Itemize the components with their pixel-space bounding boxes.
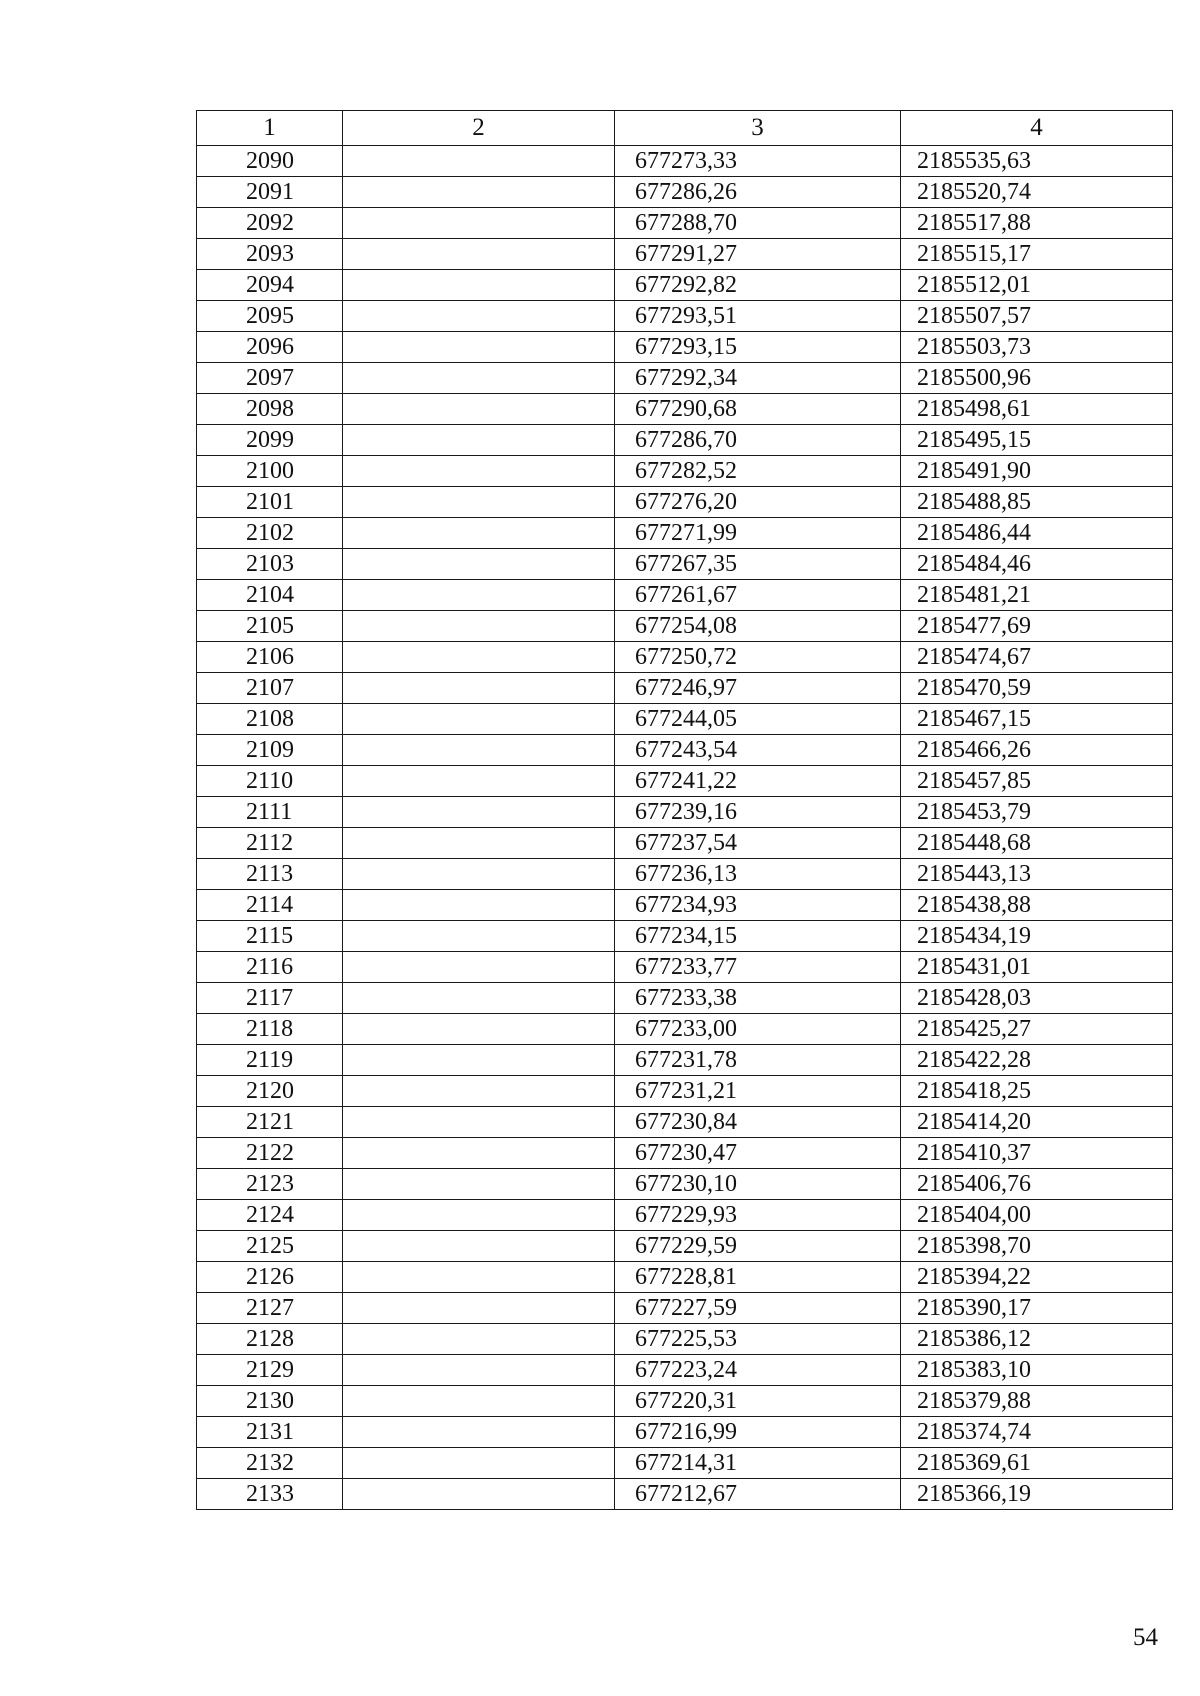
point-number-cell: 2123 — [197, 1169, 343, 1200]
table-row — [197, 1448, 1173, 1479]
coordinate-y-cell: 2185366,19 — [901, 1479, 1173, 1510]
table-row — [197, 1076, 1173, 1107]
table-row — [197, 1045, 1173, 1076]
table-row — [197, 952, 1173, 983]
coordinate-y-cell: 2185474,67 — [901, 642, 1173, 673]
point-number-cell: 2092 — [197, 208, 343, 239]
coordinate-x-cell: 677237,54 — [615, 828, 901, 859]
table-row — [197, 1262, 1173, 1293]
coordinate-x-cell: 677225,53 — [615, 1324, 901, 1355]
table-row — [197, 735, 1173, 766]
point-number-cell: 2126 — [197, 1262, 343, 1293]
description-cell — [343, 642, 615, 673]
coordinate-x-cell: 677223,24 — [615, 1355, 901, 1386]
table-row — [197, 1386, 1173, 1417]
point-number-cell: 2121 — [197, 1107, 343, 1138]
coordinate-y-cell: 2185488,85 — [901, 487, 1173, 518]
column-header-4: 4 — [901, 111, 1173, 146]
coordinate-x-cell: 677234,15 — [615, 921, 901, 952]
point-number-cell: 2102 — [197, 518, 343, 549]
point-number-cell: 2128 — [197, 1324, 343, 1355]
coordinate-x-cell: 677292,34 — [615, 363, 901, 394]
description-cell — [343, 1169, 615, 1200]
table-header-row — [197, 111, 1173, 146]
coordinate-y-cell: 2185515,17 — [901, 239, 1173, 270]
point-number-cell: 2114 — [197, 890, 343, 921]
description-cell — [343, 177, 615, 208]
point-number-cell: 2120 — [197, 1076, 343, 1107]
coordinate-x-cell: 677246,97 — [615, 673, 901, 704]
point-number-cell: 2124 — [197, 1200, 343, 1231]
point-number-cell: 2127 — [197, 1293, 343, 1324]
point-number-cell: 2103 — [197, 549, 343, 580]
description-cell — [343, 921, 615, 952]
coordinate-y-cell: 2185503,73 — [901, 332, 1173, 363]
coordinate-x-cell: 677254,08 — [615, 611, 901, 642]
coordinate-y-cell: 2185379,88 — [901, 1386, 1173, 1417]
table-row — [197, 177, 1173, 208]
coordinate-y-cell: 2185507,57 — [901, 301, 1173, 332]
coordinate-y-cell: 2185414,20 — [901, 1107, 1173, 1138]
table-row — [197, 859, 1173, 890]
coordinate-x-cell: 677244,05 — [615, 704, 901, 735]
point-number-cell: 2096 — [197, 332, 343, 363]
description-cell — [343, 1479, 615, 1510]
table-row — [197, 1417, 1173, 1448]
coordinate-y-cell: 2185512,01 — [901, 270, 1173, 301]
coordinate-x-cell: 677216,99 — [615, 1417, 901, 1448]
table-row — [197, 239, 1173, 270]
table-row — [197, 363, 1173, 394]
description-cell — [343, 1324, 615, 1355]
table-row — [197, 1293, 1173, 1324]
coordinate-y-cell: 2185500,96 — [901, 363, 1173, 394]
point-number-cell: 2111 — [197, 797, 343, 828]
point-number-cell: 2107 — [197, 673, 343, 704]
description-cell — [343, 859, 615, 890]
coordinate-y-cell: 2185422,28 — [901, 1045, 1173, 1076]
description-cell — [343, 425, 615, 456]
coordinate-y-cell: 2185418,25 — [901, 1076, 1173, 1107]
description-cell — [343, 1014, 615, 1045]
coordinate-y-cell: 2185390,17 — [901, 1293, 1173, 1324]
coordinate-x-cell: 677233,77 — [615, 952, 901, 983]
table-row — [197, 1355, 1173, 1386]
description-cell — [343, 1355, 615, 1386]
table-row — [197, 146, 1173, 177]
coordinate-x-cell: 677290,68 — [615, 394, 901, 425]
description-cell — [343, 301, 615, 332]
description-cell — [343, 1386, 615, 1417]
coordinate-x-cell: 677239,16 — [615, 797, 901, 828]
table-row — [197, 673, 1173, 704]
description-cell — [343, 673, 615, 704]
description-cell — [343, 890, 615, 921]
coordinate-y-cell: 2185498,61 — [901, 394, 1173, 425]
coordinate-y-cell: 2185466,26 — [901, 735, 1173, 766]
coordinate-x-cell: 677233,00 — [615, 1014, 901, 1045]
table-row — [197, 642, 1173, 673]
description-cell — [343, 1262, 615, 1293]
coordinate-y-cell: 2185495,15 — [901, 425, 1173, 456]
coordinate-y-cell: 2185438,88 — [901, 890, 1173, 921]
coordinate-x-cell: 677291,27 — [615, 239, 901, 270]
description-cell — [343, 518, 615, 549]
description-cell — [343, 270, 615, 301]
table-row — [197, 518, 1173, 549]
coordinate-x-cell: 677214,31 — [615, 1448, 901, 1479]
coordinate-x-cell: 677236,13 — [615, 859, 901, 890]
point-number-cell: 2095 — [197, 301, 343, 332]
coordinate-y-cell: 2185374,74 — [901, 1417, 1173, 1448]
coordinate-x-cell: 677234,93 — [615, 890, 901, 921]
table-row — [197, 1324, 1173, 1355]
description-cell — [343, 735, 615, 766]
coordinates-table — [196, 110, 1173, 1510]
table-row — [197, 301, 1173, 332]
description-cell — [343, 1045, 615, 1076]
coordinate-y-cell: 2185481,21 — [901, 580, 1173, 611]
description-cell — [343, 1138, 615, 1169]
point-number-cell: 2116 — [197, 952, 343, 983]
point-number-cell: 2115 — [197, 921, 343, 952]
table-row — [197, 456, 1173, 487]
coordinate-y-cell: 2185448,68 — [901, 828, 1173, 859]
coordinate-x-cell: 677230,10 — [615, 1169, 901, 1200]
coordinate-y-cell: 2185470,59 — [901, 673, 1173, 704]
table-row — [197, 1014, 1173, 1045]
point-number-cell: 2112 — [197, 828, 343, 859]
coordinate-y-cell: 2185467,15 — [901, 704, 1173, 735]
point-number-cell: 2097 — [197, 363, 343, 394]
table-header — [197, 111, 1173, 146]
point-number-cell: 2108 — [197, 704, 343, 735]
coordinate-x-cell: 677286,26 — [615, 177, 901, 208]
description-cell — [343, 704, 615, 735]
coordinate-x-cell: 677292,82 — [615, 270, 901, 301]
description-cell — [343, 828, 615, 859]
point-number-cell: 2132 — [197, 1448, 343, 1479]
point-number-cell: 2090 — [197, 146, 343, 177]
description-cell — [343, 146, 615, 177]
point-number-cell: 2104 — [197, 580, 343, 611]
coordinate-x-cell: 677267,35 — [615, 549, 901, 580]
table-body — [197, 146, 1173, 1510]
point-number-cell: 2118 — [197, 1014, 343, 1045]
description-cell — [343, 983, 615, 1014]
coordinate-x-cell: 677261,67 — [615, 580, 901, 611]
coordinate-y-cell: 2185369,61 — [901, 1448, 1173, 1479]
coordinate-x-cell: 677286,70 — [615, 425, 901, 456]
coordinate-y-cell: 2185383,10 — [901, 1355, 1173, 1386]
coordinate-y-cell: 2185484,46 — [901, 549, 1173, 580]
coordinate-x-cell: 677241,22 — [615, 766, 901, 797]
point-number-cell: 2122 — [197, 1138, 343, 1169]
description-cell — [343, 952, 615, 983]
coordinate-y-cell: 2185486,44 — [901, 518, 1173, 549]
point-number-cell: 2098 — [197, 394, 343, 425]
point-number-cell: 2130 — [197, 1386, 343, 1417]
coordinate-x-cell: 677212,67 — [615, 1479, 901, 1510]
page-number: 54 — [1133, 1624, 1158, 1651]
table-row — [197, 611, 1173, 642]
description-cell — [343, 239, 615, 270]
description-cell — [343, 1231, 615, 1262]
point-number-cell: 2106 — [197, 642, 343, 673]
coordinate-x-cell: 677243,54 — [615, 735, 901, 766]
table-row — [197, 704, 1173, 735]
point-number-cell: 2105 — [197, 611, 343, 642]
description-cell — [343, 549, 615, 580]
table-row — [197, 921, 1173, 952]
description-cell — [343, 1293, 615, 1324]
point-number-cell: 2117 — [197, 983, 343, 1014]
coordinate-y-cell: 2185491,90 — [901, 456, 1173, 487]
coordinate-y-cell: 2185434,19 — [901, 921, 1173, 952]
point-number-cell: 2101 — [197, 487, 343, 518]
table-row — [197, 1200, 1173, 1231]
coordinate-x-cell: 677233,38 — [615, 983, 901, 1014]
table-row — [197, 1107, 1173, 1138]
table-row — [197, 1231, 1173, 1262]
coordinate-x-cell: 677229,59 — [615, 1231, 901, 1262]
table-row — [197, 487, 1173, 518]
table-row — [197, 828, 1173, 859]
coordinate-y-cell: 2185431,01 — [901, 952, 1173, 983]
point-number-cell: 2093 — [197, 239, 343, 270]
point-number-cell: 2094 — [197, 270, 343, 301]
description-cell — [343, 797, 615, 828]
coordinate-x-cell: 677271,99 — [615, 518, 901, 549]
point-number-cell: 2113 — [197, 859, 343, 890]
coordinate-x-cell: 677227,59 — [615, 1293, 901, 1324]
coordinate-x-cell: 677293,51 — [615, 301, 901, 332]
coordinate-x-cell: 677220,31 — [615, 1386, 901, 1417]
coordinate-x-cell: 677276,20 — [615, 487, 901, 518]
coordinate-y-cell: 2185425,27 — [901, 1014, 1173, 1045]
point-number-cell: 2099 — [197, 425, 343, 456]
point-number-cell: 2109 — [197, 735, 343, 766]
description-cell — [343, 1448, 615, 1479]
point-number-cell: 2131 — [197, 1417, 343, 1448]
table-row — [197, 983, 1173, 1014]
description-cell — [343, 1200, 615, 1231]
table-row — [197, 425, 1173, 456]
table-row — [197, 890, 1173, 921]
table-row — [197, 766, 1173, 797]
coordinate-y-cell: 2185386,12 — [901, 1324, 1173, 1355]
coordinate-y-cell: 2185428,03 — [901, 983, 1173, 1014]
description-cell — [343, 580, 615, 611]
coordinate-x-cell: 677230,47 — [615, 1138, 901, 1169]
coordinate-y-cell: 2185398,70 — [901, 1231, 1173, 1262]
point-number-cell: 2133 — [197, 1479, 343, 1510]
column-header-1: 1 — [197, 111, 343, 146]
description-cell — [343, 208, 615, 239]
description-cell — [343, 456, 615, 487]
coordinate-x-cell: 677228,81 — [615, 1262, 901, 1293]
column-header-3: 3 — [615, 111, 901, 146]
description-cell — [343, 766, 615, 797]
point-number-cell: 2125 — [197, 1231, 343, 1262]
coordinate-y-cell: 2185406,76 — [901, 1169, 1173, 1200]
point-number-cell: 2100 — [197, 456, 343, 487]
coordinate-x-cell: 677273,33 — [615, 146, 901, 177]
description-cell — [343, 487, 615, 518]
coordinate-x-cell: 677231,78 — [615, 1045, 901, 1076]
table-row — [197, 1479, 1173, 1510]
description-cell — [343, 394, 615, 425]
coordinate-y-cell: 2185394,22 — [901, 1262, 1173, 1293]
point-number-cell: 2129 — [197, 1355, 343, 1386]
coordinate-y-cell: 2185477,69 — [901, 611, 1173, 642]
description-cell — [343, 1417, 615, 1448]
coordinate-x-cell: 677282,52 — [615, 456, 901, 487]
coordinate-y-cell: 2185404,00 — [901, 1200, 1173, 1231]
point-number-cell: 2091 — [197, 177, 343, 208]
table-row — [197, 332, 1173, 363]
coordinate-y-cell: 2185517,88 — [901, 208, 1173, 239]
description-cell — [343, 1107, 615, 1138]
coordinate-x-cell: 677288,70 — [615, 208, 901, 239]
point-number-cell: 2119 — [197, 1045, 343, 1076]
coordinate-y-cell: 2185453,79 — [901, 797, 1173, 828]
coordinate-y-cell: 2185457,85 — [901, 766, 1173, 797]
table-row — [197, 1138, 1173, 1169]
table-row — [197, 580, 1173, 611]
table-row — [197, 549, 1173, 580]
description-cell — [343, 611, 615, 642]
coordinate-x-cell: 677230,84 — [615, 1107, 901, 1138]
coordinate-x-cell: 677293,15 — [615, 332, 901, 363]
coordinate-y-cell: 2185520,74 — [901, 177, 1173, 208]
coordinate-x-cell: 677231,21 — [615, 1076, 901, 1107]
table-row — [197, 1169, 1173, 1200]
description-cell — [343, 363, 615, 394]
table-row — [197, 797, 1173, 828]
coordinate-x-cell: 677250,72 — [615, 642, 901, 673]
description-cell — [343, 1076, 615, 1107]
coordinate-y-cell: 2185535,63 — [901, 146, 1173, 177]
point-number-cell: 2110 — [197, 766, 343, 797]
column-header-2: 2 — [343, 111, 615, 146]
description-cell — [343, 332, 615, 363]
table-row — [197, 394, 1173, 425]
coordinate-y-cell: 2185443,13 — [901, 859, 1173, 890]
coordinate-y-cell: 2185410,37 — [901, 1138, 1173, 1169]
table-row — [197, 208, 1173, 239]
table-row — [197, 270, 1173, 301]
coordinate-x-cell: 677229,93 — [615, 1200, 901, 1231]
